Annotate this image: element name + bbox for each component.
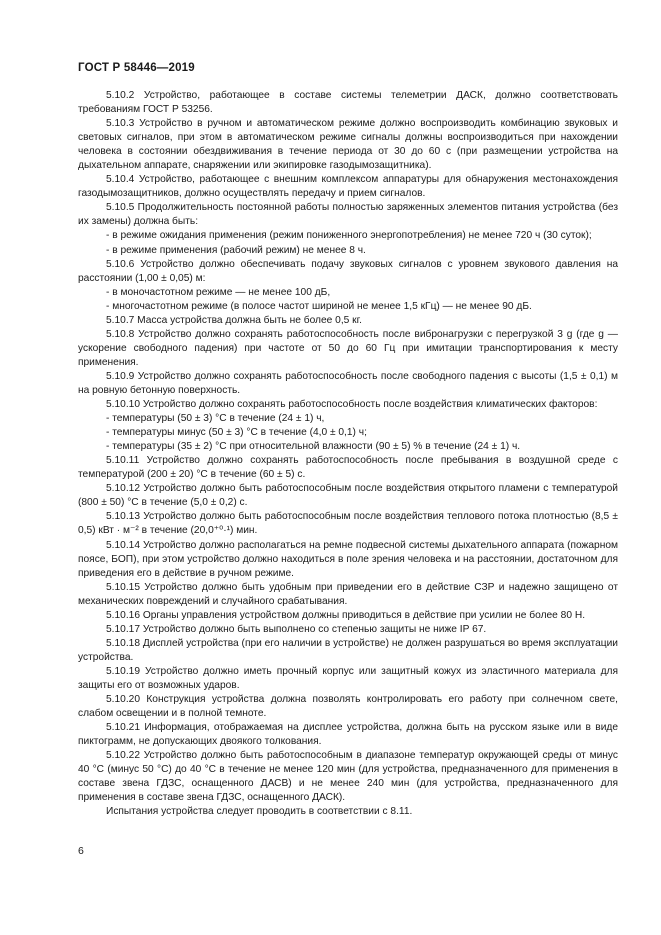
list-item: - в моночастотном режиме — не менее 100 дБ, bbox=[106, 286, 331, 298]
paragraph: 5.10.19 Устройство должно иметь прочный корпус или защитный кожух из эластичного материала для защиты его от возможных ударов. bbox=[78, 665, 618, 691]
paragraph: 5.10.6 Устройство должно обеспечивать подачу звуковых сигналов с уровнем звукового давления на расстоянии (1,00 ± 0,05) м: bbox=[78, 258, 618, 284]
paragraph: 5.10.21 Информация, отображаемая на дисплее устройства, должна быть на русском языке или в виде пиктограмм, не допускающих двоякого толкования. bbox=[78, 722, 618, 748]
list-item: - температуры (35 ± 2) °С при относительной влажности (90 ± 5) % в течение (24 ± 1) ч. bbox=[106, 441, 521, 453]
paragraph: 5.10.7 Масса устройства должна быть не более 0,5 кг. bbox=[106, 314, 362, 326]
list-item: - многочастотном режиме (в полосе частот шириной не менее 1,5 кГц) — не менее 90 дБ. bbox=[106, 300, 532, 312]
paragraph: 5.10.9 Устройство должно сохранять работоспособность после свободного падения с высоты (1,5 ± 0,1) м на ровную бетонную поверхность. bbox=[78, 370, 618, 396]
paragraph: 5.10.4 Устройство, работающее с внешним комплексом аппаратуры для обнаружения местонахождения газодымозащитников, должно осуществлять передачу и прием сигналов. bbox=[78, 174, 618, 200]
paragraph: 5.10.16 Органы управления устройством должны приводиться в действие при усилии не более 80 Н. bbox=[106, 609, 586, 621]
paragraph: 5.10.8 Устройство должно сохранять работоспособность после вибронагрузки с перегрузкой 3 g (где g — ускорение свободного падения) при частоте от 50 до 60 Гц при имитации транспортирования к месту применения. bbox=[78, 328, 618, 368]
paragraph: 5.10.17 Устройство должно быть выполнено со степенью защиты не ниже IP 67. bbox=[106, 623, 487, 635]
paragraph: 5.10.12 Устройство должно быть работоспособным после воздействия открытого пламени с температурой (800 ± 50) °С в течение (5,0 ± 0,2) с. bbox=[78, 483, 618, 509]
document-header: ГОСТ Р 58446—2019 bbox=[78, 62, 195, 74]
paragraph: 5.10.5 Продолжительность постоянной работы полностью заряженных элементов питания устройства (без их замены) должна быть: bbox=[78, 202, 618, 228]
paragraph: 5.10.2 Устройство, работающее в составе системы телеметрии ДАСК, должно соответствовать требованиям ГОСТ Р 53256. bbox=[78, 90, 618, 116]
document-body bbox=[78, 89, 618, 819]
paragraph: Испытания устройства следует проводить в соответствии с 8.11. bbox=[106, 806, 413, 818]
paragraph: 5.10.13 Устройство должно быть работоспособным после воздействия теплового потока плотностью (8,5 ± 0,5) кВт · м⁻² в течение (20,0⁺⁰·¹) мин. bbox=[78, 511, 618, 537]
paragraph: 5.10.20 Конструкция устройства должна позволять контролировать его работу при солнечном свете, слабом освещении и в полной темноте. bbox=[78, 694, 618, 720]
paragraph: 5.10.15 Устройство должно быть удобным при приведении его в действие СЗР и надежно защищено от механических повреждений и случайного срабатывания. bbox=[78, 581, 618, 607]
paragraph: 5.10.18 Дисплей устройства (при его наличии в устройстве) не должен разрушаться во время эксплуатации устройства. bbox=[78, 637, 618, 663]
list-item: - температуры (50 ± 3) °С в течение (24 ± 1) ч, bbox=[106, 413, 325, 425]
paragraph: 5.10.11 Устройство должно сохранять работоспособность после пребывания в воздушной среде с температурой (200 ± 20) °С в течение (60 ± 5) с. bbox=[78, 455, 618, 481]
list-item: - в режиме ожидания применения (режим пониженного энергопотребления) не менее 720 ч (30 суток); bbox=[106, 230, 592, 242]
paragraph: 5.10.22 Устройство должно быть работоспособным в диапазоне температур окружающей среды от минус 40 °С (минус 50 °С) до 40 °С в течение не менее 120 мин (для устройства, предназначенного для применения в составе звена ГДЗС, оснащенного ДАСВ) и не менее 240 мин (для устройства, предназначенного для применения в составе звена ГДЗС, оснащенного ДАСК). bbox=[78, 750, 618, 804]
list-item: - в режиме применения (рабочий режим) не менее 8 ч. bbox=[106, 244, 366, 256]
paragraph: 5.10.3 Устройство в ручном и автоматическом режиме должно воспроизводить комбинацию звуковых и световых сигналов, при этом в автоматическом режиме сигналы должны воспроизводиться при нахождении человека в состоянии обездвиживания в течение периода от 30 до 60 с (при размещении устройства на дыхательном аппарате, снаряжении или экипировке газодымозащитника). bbox=[78, 118, 618, 172]
paragraph: 5.10.14 Устройство должно располагаться на ремне подвесной системы дыхательного аппарата (пожарном поясе, БОП), при этом устройство должно находиться в поле зрения человека и на расстоянии, достаточном для приведения его в действие в ручном режиме. bbox=[78, 539, 618, 579]
page-number: 6 bbox=[78, 845, 84, 857]
list-item: - температуры минус (50 ± 3) °С в течение (4,0 ± 0,1) ч; bbox=[106, 427, 367, 439]
paragraph: 5.10.10 Устройство должно сохранять работоспособность после воздействия климатических факторов: bbox=[106, 399, 598, 411]
